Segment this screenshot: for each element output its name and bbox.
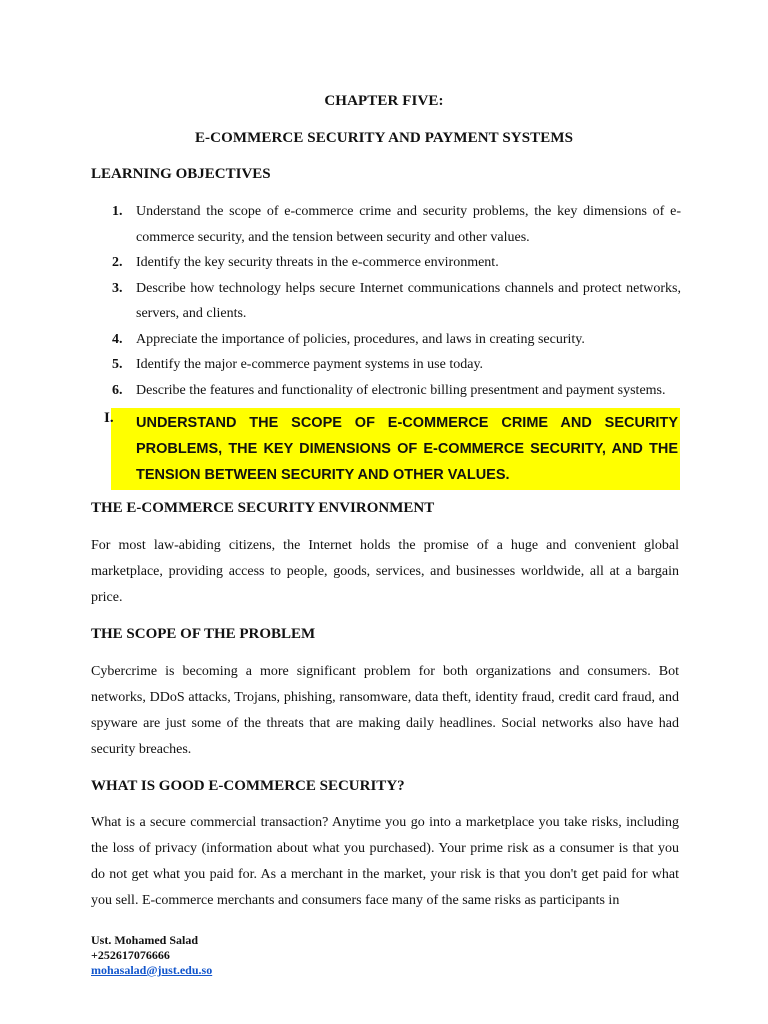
scope-paragraph: Cybercrime is becoming a more significant problem for both organizations and consumers. Bot networks, DDoS attacks, Trojans, phishing, ransomware, data theft, identity fraud, credit card fraud, and spyware are just some of the threats that are making daily headlines. Social networks also have had security breaches. (91, 664, 679, 757)
chapter-title: CHAPTER FIVE: (324, 93, 444, 109)
chapter-subtitle: E-COMMERCE SECURITY AND PAYMENT SYSTEMS (194, 130, 574, 146)
environment-heading: THE E-COMMERCE SECURITY ENVIRONMENT (91, 500, 435, 516)
learning-objectives-list (91, 199, 681, 403)
objective-item (91, 199, 681, 250)
objective-text: Appreciate the importance of policies, procedures, and laws in creating security. (136, 331, 585, 347)
objective-number: 4. (112, 331, 123, 347)
objective-number: 6. (112, 382, 123, 398)
objective-text: Identify the major e-commerce payment systems in use today. (136, 357, 484, 372)
author-phone: +252617076666 (91, 948, 170, 962)
objective-text: Identify the key security threats in the e-commerce environment. (136, 255, 499, 270)
good-security-paragraph: What is a secure commercial transaction? Anytime you go into a marketplace you take risks, including the loss of privacy (information about what you purchased). Your prime risk as a consumer is that you do not get what you paid for. As a merchant in the market, your risk is that you don't get paid for what you sell. E-commerce merchants and consumers face many of the same risks as participants in (91, 815, 679, 908)
section-number: I. (104, 410, 114, 426)
objective-number: 1. (112, 204, 123, 219)
environment-paragraph: For most law-abiding citizens, the Internet holds the promise of a huge and convenient global marketplace, providing access to people, goods, services, and businesses worldwide, all at a bargain price. (91, 538, 679, 605)
good-security-heading: WHAT IS GOOD E-COMMERCE SECURITY? (91, 778, 405, 794)
objective-text: Describe how technology helps secure Internet communications channels and protect networks, servers, and clients. (136, 280, 681, 321)
objective-item (91, 327, 681, 353)
objective-item (91, 352, 681, 378)
objective-item (91, 250, 681, 276)
scope-heading: THE SCOPE OF THE PROBLEM (91, 626, 316, 642)
author-name: Ust. Mohamed Salad (91, 933, 199, 947)
objective-number: 2. (112, 255, 123, 270)
objective-number: 3. (112, 280, 123, 296)
author-email-link[interactable]: mohasalad@just.edu.so (91, 963, 213, 977)
objective-item (91, 378, 681, 404)
section-heading: UNDERSTAND THE SCOPE OF E-COMMERCE CRIME AND SECURITY PROBLEMS, THE KEY DIMENSIONS OF E-COMMERCE SECURITY, AND THE TENSION BETWEEN SECURITY AND OTHER VALUES. (136, 415, 678, 483)
objective-text: Describe the features and functionality of electronic billing presentment and payment systems. (136, 382, 666, 398)
objective-number: 5. (112, 357, 123, 372)
objective-text: Understand the scope of e-commerce crime and security problems, the key dimensions of e-commerce security, and the tension between security and other values. (136, 204, 681, 245)
learning-objectives-heading: LEARNING OBJECTIVES (91, 166, 271, 182)
objective-item (91, 276, 681, 327)
author-footer (91, 933, 212, 978)
